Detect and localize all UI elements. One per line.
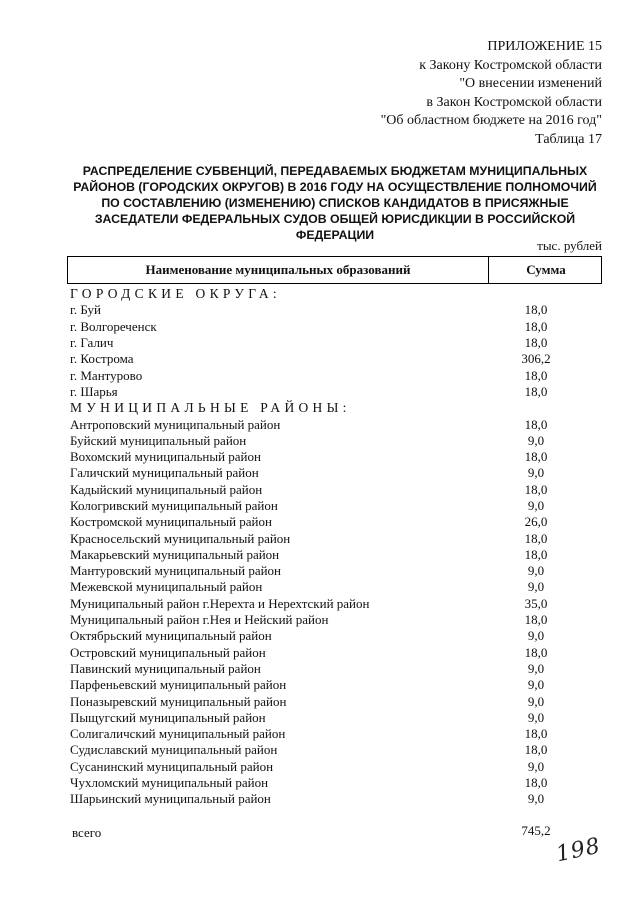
table-row bbox=[70, 596, 600, 612]
amount-value: 18,0 bbox=[524, 742, 548, 758]
amount-value: 9,0 bbox=[527, 579, 545, 595]
amount-value: 18,0 bbox=[524, 481, 548, 497]
amount-value: 9,0 bbox=[527, 432, 545, 448]
appendix-line-1: к Закону Костромской области bbox=[419, 57, 602, 73]
table-row bbox=[70, 563, 600, 579]
amount-value: 18,0 bbox=[524, 726, 548, 742]
municipality-name: Поназыревский муниципальный район bbox=[70, 693, 287, 709]
municipality-name: Муниципальный район г.Нея и Нейский район bbox=[70, 612, 329, 628]
municipality-name: Кадыйский муниципальный район bbox=[70, 481, 263, 497]
table-row bbox=[70, 547, 600, 563]
amount-value: 9,0 bbox=[527, 758, 545, 774]
appendix-line-3: в Закон Костромской области bbox=[426, 94, 602, 110]
appendix-number: ПРИЛОЖЕНИЕ 15 bbox=[487, 39, 602, 54]
amount-value: 9,0 bbox=[527, 563, 545, 579]
municipality-name: Галичский муниципальный район bbox=[70, 465, 259, 481]
amount-value: 9,0 bbox=[527, 677, 545, 693]
table-row bbox=[70, 645, 600, 661]
municipality-name: Судиславский муниципальный район bbox=[70, 742, 278, 758]
municipality-name: Островский муниципальный район bbox=[70, 644, 266, 660]
municipality-name: Кологривский муниципальный район bbox=[70, 498, 278, 513]
table-row bbox=[70, 433, 600, 449]
total-row bbox=[70, 823, 600, 841]
amount-value: 18,0 bbox=[524, 546, 548, 562]
table-row bbox=[70, 579, 600, 595]
table-row bbox=[70, 759, 600, 775]
municipality-name: Сусанинский муниципальный район bbox=[70, 758, 274, 774]
table-row bbox=[70, 465, 600, 481]
municipality-name: Муниципальный район г.Нерехта и Нерехтский район bbox=[70, 595, 370, 611]
amount-value: 9,0 bbox=[527, 693, 545, 709]
amount-value: 35,0 bbox=[524, 595, 548, 611]
municipality-name: Мантуровский муниципальный район bbox=[70, 563, 282, 579]
table-row bbox=[70, 612, 600, 628]
table-row bbox=[70, 710, 600, 726]
amount-value: 9,0 bbox=[527, 791, 545, 807]
section-header-row bbox=[70, 400, 600, 416]
table-header bbox=[67, 256, 602, 284]
table-row bbox=[70, 661, 600, 677]
appendix-line-4: "Об областном бюджете на 2016 год" bbox=[380, 113, 602, 128]
table-row bbox=[70, 498, 600, 514]
appendix-line-2: "О внесении изменений bbox=[459, 76, 602, 91]
table-row bbox=[70, 628, 600, 644]
section-title: ГОРОДСКИЕ ОКРУГА: bbox=[70, 286, 281, 302]
table-row bbox=[70, 677, 600, 693]
table-row bbox=[70, 335, 600, 351]
municipality-name: Парфеньевский муниципальный район bbox=[70, 677, 287, 693]
municipality-name: г. Кострома bbox=[70, 351, 134, 367]
amount-value: 18,0 bbox=[524, 383, 548, 399]
municipality-name: Костромской муниципальный район bbox=[70, 514, 272, 530]
table-row bbox=[70, 302, 600, 318]
municipality-name: Антроповский муниципальный район bbox=[70, 416, 281, 432]
amount-value: 9,0 bbox=[527, 660, 545, 676]
municipality-name: Вохомский муниципальный район bbox=[70, 449, 261, 465]
column-header-sum: Сумма bbox=[488, 257, 603, 283]
total-value: 745,2 bbox=[521, 823, 551, 838]
municipality-name: г. Галич bbox=[70, 335, 114, 351]
municipality-name: Красносельский муниципальный район bbox=[70, 530, 291, 546]
amount-value: 18,0 bbox=[524, 302, 548, 318]
amount-value: 18,0 bbox=[524, 530, 548, 546]
handwritten-page-number: 198 bbox=[553, 833, 604, 868]
amount-value: 18,0 bbox=[524, 612, 548, 628]
municipality-name: Солигаличский муниципальный район bbox=[70, 726, 286, 742]
total-label: всего bbox=[72, 825, 102, 840]
table-row bbox=[70, 482, 600, 498]
municipality-name: Шарьинский муниципальный район bbox=[70, 791, 271, 807]
table-row bbox=[70, 351, 600, 367]
municipality-name: Октябрьский муниципальный район bbox=[70, 628, 272, 644]
table-number: Таблица 17 bbox=[535, 132, 602, 147]
amount-value: 18,0 bbox=[524, 416, 548, 432]
municipality-name: Пыщугский муниципальный район bbox=[70, 709, 266, 725]
amount-value: 18,0 bbox=[524, 335, 548, 351]
amount-value: 9,0 bbox=[527, 465, 545, 481]
table-row bbox=[70, 449, 600, 465]
municipality-name: Межевской муниципальный район bbox=[70, 579, 263, 595]
table-row bbox=[70, 693, 600, 709]
units-label: тыс. рублей bbox=[537, 238, 602, 253]
table-row bbox=[70, 530, 600, 546]
municipality-name: Буйский муниципальный район bbox=[70, 432, 247, 448]
table-row bbox=[70, 514, 600, 530]
table-row bbox=[70, 384, 600, 400]
table-row bbox=[70, 791, 600, 807]
column-header-name: Наименование муниципальных образований bbox=[145, 262, 411, 277]
amount-value: 306,2 bbox=[521, 351, 551, 367]
municipality-name: г. Буй bbox=[70, 302, 101, 318]
table-row bbox=[70, 319, 600, 335]
municipality-name: г. Волгореченск bbox=[70, 318, 157, 334]
amount-value: 18,0 bbox=[524, 449, 548, 465]
municipality-name: г. Шарья bbox=[70, 383, 118, 399]
amount-value: 18,0 bbox=[524, 318, 548, 334]
amount-value: 18,0 bbox=[524, 775, 548, 791]
municipality-name: г. Мантурово bbox=[70, 367, 143, 383]
appendix-header bbox=[381, 38, 602, 131]
municipality-name: Чухломский муниципальный район bbox=[70, 775, 269, 791]
table-body bbox=[70, 286, 600, 808]
municipality-name: Макарьевский муниципальный район bbox=[70, 546, 280, 562]
amount-value: 18,0 bbox=[524, 644, 548, 660]
table-row bbox=[70, 367, 600, 383]
amount-value: 9,0 bbox=[527, 628, 545, 644]
amount-value: 26,0 bbox=[524, 514, 548, 530]
section-title: МУНИЦИПАЛЬНЫЕ РАЙОНЫ: bbox=[70, 400, 351, 416]
table-row bbox=[70, 775, 600, 791]
amount-value: 18,0 bbox=[524, 367, 548, 383]
amount-value: 9,0 bbox=[527, 709, 545, 725]
municipality-name: Павинский муниципальный район bbox=[70, 660, 261, 676]
amount-value: 9,0 bbox=[527, 498, 545, 513]
table-row bbox=[70, 416, 600, 432]
table-row bbox=[70, 742, 600, 758]
document-title: РАСПРЕДЕЛЕНИЕ СУБВЕНЦИЙ, ПЕРЕДАВАЕМЫХ БЮДЖЕТАМ МУНИЦИПАЛЬНЫХ РАЙОНОВ (ГОРОДСКИХ ОКРУГОВ) В 2016 ГОДУ НА ОСУЩЕСТВЛЕНИЕ ПОЛНОМОЧИЙ ПО СОСТАВЛЕНИЮ (ИЗМЕНЕНИЮ) СПИСКОВ КАНДИДАТОВ В ПРИСЯЖНЫЕ ЗАСЕДАТЕЛИ ФЕДЕРАЛЬНЫХ СУДОВ ОБЩЕЙ ЮРИСДИКЦИИ В РОССИЙСКОЙ ФЕДЕРАЦИИ bbox=[73, 164, 597, 242]
section-header-row bbox=[70, 286, 600, 302]
table-row bbox=[70, 726, 600, 742]
